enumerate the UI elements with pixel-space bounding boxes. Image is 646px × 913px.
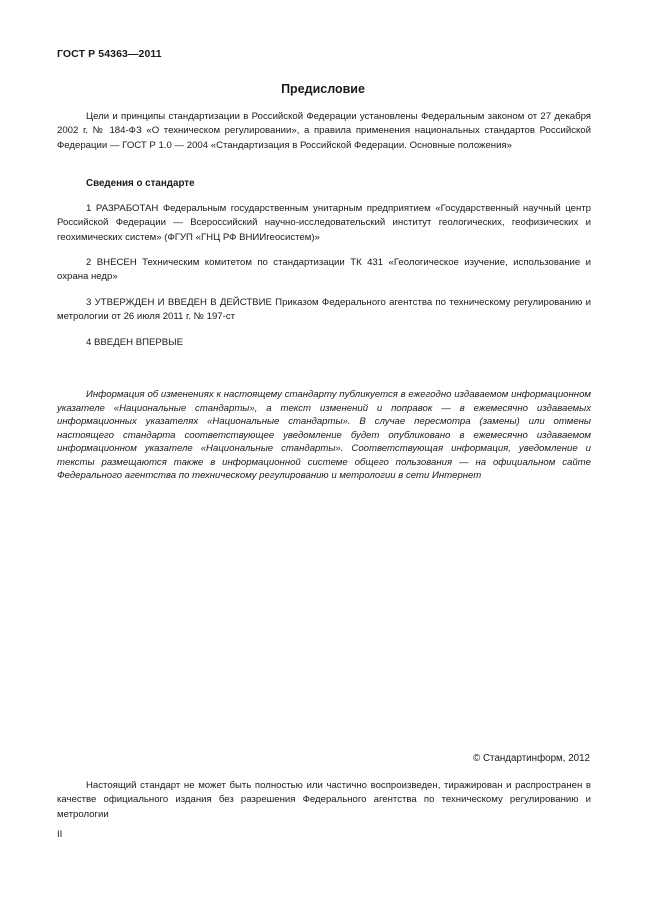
standard-info-item-4-block — [57, 336, 591, 350]
standard-info-item-submitted: 2 ВНЕСЕН Техническим комитетом по стандартизации ТК 431 «Геологическое изучение, использование и охрана недр» — [57, 257, 591, 283]
standard-info-item-introduced: 4 ВВЕДЕН ВПЕРВЫЕ — [86, 337, 184, 348]
standard-info-item-approved: 3 УТВЕРЖДЕН И ВВЕДЕН В ДЕЙСТВИЕ Приказом Федерального агентства по техническому регулированию и метрологии от 26 июля 2011 г. № 197-ст — [57, 297, 591, 323]
standard-code-header: ГОСТ Р 54363—2011 — [57, 48, 162, 60]
reproduction-notice-paragraph: Настоящий стандарт не может быть полностью или частично воспроизведен, тиражирован и распространен в качестве официального издания без разрешения Федерального агентства по техническому регулированию и метрологии — [57, 780, 591, 820]
preface-intro-block — [57, 110, 591, 153]
preface-intro-paragraph: Цели и принципы стандартизации в Российской Федерации установлены Федеральным законом от 27 декабря 2002 г. № 184-ФЗ «О техническом регулировании», а правила применения национальных стандартов Российской Федерации — ГОСТ Р 1.0 — 2004 «Стандартизация в Российской Федерации. Основные положения» — [57, 111, 591, 151]
copyright-line: © Стандартинформ, 2012 — [473, 753, 590, 764]
page-number: II — [57, 829, 63, 840]
information-notice-block — [57, 388, 591, 483]
standard-info-item-developed: 1 РАЗРАБОТАН Федеральным государственным унитарным предприятием «Государственный научный центр Российской Федерации — Всероссийский научно-исследовательский институт геологических, геофизических и геохимических систем» (ФГУП «ГНЦ РФ ВНИИгеосистем)» — [57, 203, 591, 243]
standard-info-item-1-block — [57, 202, 591, 245]
information-notice-paragraph: Информация об изменениях к настоящему стандарту публикуется в ежегодно издаваемом информационном указателе «Национальные стандарты», а текст изменений и поправок — в ежемесячно издаваемых информационных указателях «Национальные стандарты». В случае пересмотра (замены) или отмены настоящего стандарта соответствующее уведомление будет опубликовано в ежемесячно издаваемом информационном указателе «Национальные стандарты». Соответствующая информация, уведомление и тексты размещаются также в информационной системе общего пользования — на официальном сайте Федерального агентства по техническому регулированию и метрологии в сети Интернет — [57, 389, 591, 481]
reproduction-notice-block — [57, 779, 591, 822]
preface-title: Предисловие — [281, 82, 365, 96]
standard-info-item-2-block — [57, 256, 591, 285]
standard-info-heading: Сведения о стандарте — [86, 178, 195, 189]
standard-info-item-3-block — [57, 296, 591, 325]
